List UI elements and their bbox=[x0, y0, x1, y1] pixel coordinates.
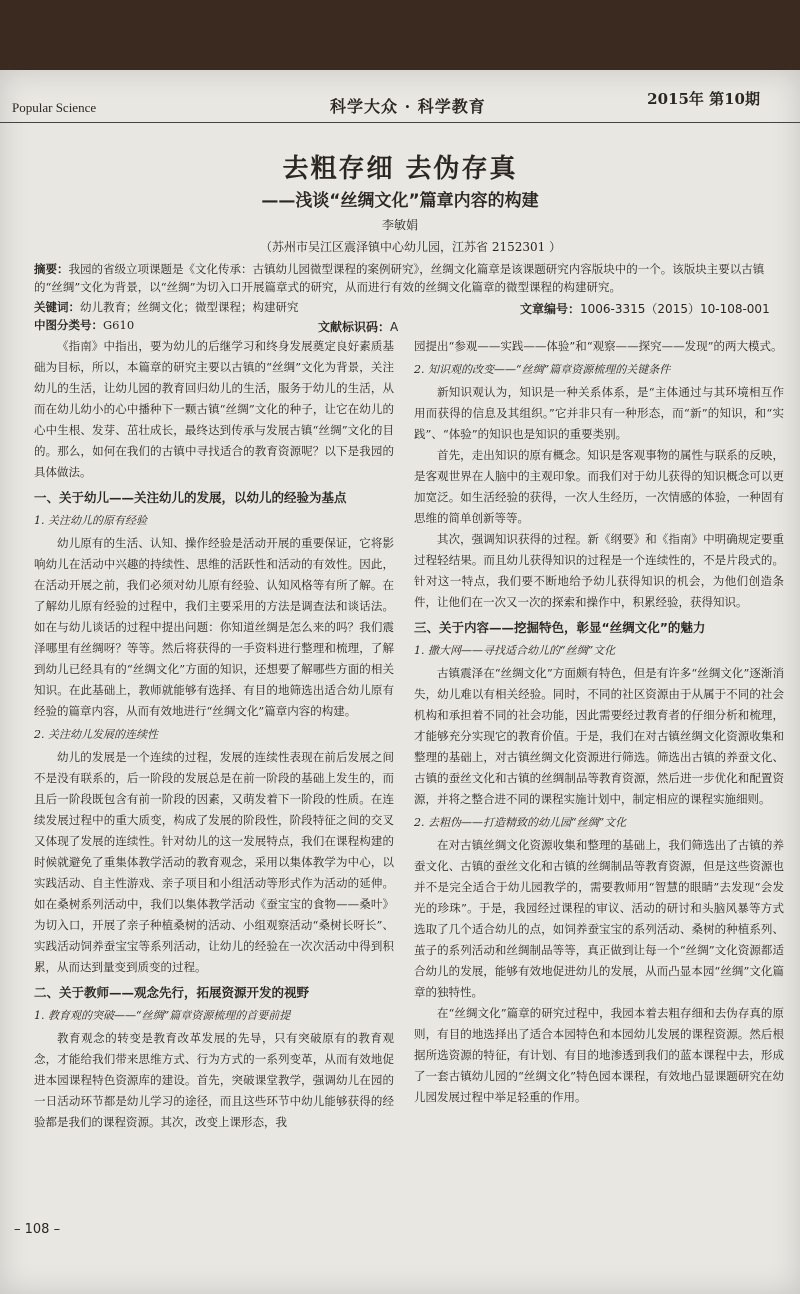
clc-label: 中图分类号： bbox=[34, 318, 103, 332]
section-heading: 二、关于教师——观念先行，拓展资源开发的视野 bbox=[34, 985, 310, 1000]
subsection-heading: 2. 知识观的改变——“丝绸”篇章资源梳理的关键条件 bbox=[414, 363, 671, 376]
paragraph: 在“丝绸文化”篇章的研究过程中，我园本着去粗存细和去伪存真的原则，有目的地选择出了适合本园特色和本园幼儿发展的课程资源。然后根据所选资源的特征，有计划、有目的地渗透到我们的蓝本课程中去，形成了一套古镇幼儿园的“丝绸文化”特色园本课程，有效地凸显课题研究在幼儿园发展过程中举足轻重的作用。 bbox=[414, 1006, 784, 1104]
paragraph: 新知识观认为，知识是一种关系体系，是“主体通过与其环境相互作用而获得的信息及其组织。”它并非只有一种形态，而“新”的知识，和“实践”、“体验”的知识也是知识的重要类别。 bbox=[414, 385, 784, 441]
paragraph: 首先，走出知识的原有概念。知识是客观事物的属性与联系的反映，是客观世界在人脑中的主观印象。而我们对于幼儿获得的知识概念可以更加宽泛。如生活经验的获得，一次人生经历，一次情感的体验，一种固有思维的简单创新等等。 bbox=[414, 448, 784, 525]
section-heading: 一、关于幼儿——关注幼儿的发展，以幼儿的经验为基点 bbox=[34, 490, 347, 505]
clc-value: G610 bbox=[103, 318, 135, 332]
paragraph: 幼儿的发展是一个连续的过程，发展的连续性表现在前后发展之间不是没有联系的，后一阶段的发展总是在前一阶段的基础上发生的，而且后一阶段既包含有前一阶段的因素，又萌发着下一阶段的性质。在连续发展过程中的重大质变，构成了发展的阶段性，阶段特征之间的交叉又体现了发展的连续性。针对幼儿的这一发展特点，我们在课程构建的时候就避免了重集体教学活动的教育观念，采用以集体教学为中心，以实践活动、自主性游戏、亲子项目和小组活动等形式作为活动的延伸。如在桑树系列活动中，我们以集体教学活动《蚕宝宝的食物——桑叶》为切入口，开展了亲子种植桑树的活动、小组观察活动“桑树长呀长”、实践活动饲养蚕宝宝等系列活动，让幼儿的经验在一次次活动中得到积累，从而达到量变到质变的过程。 bbox=[34, 750, 394, 974]
author: 李敏娟 bbox=[381, 218, 418, 232]
subsection-heading: 2. 去粗伪——打造精致的幼儿园“丝绸”文化 bbox=[414, 816, 627, 829]
paragraph: 教育观念的转变是教育改革发展的先导，只有突破原有的教育观念，才能给我们带来思维方式、行为方式的一系列变革，从而有效地促进本园课程特色资源库的建设。首先，突破课堂教学，强调幼儿在园的一日活动环节都是幼儿学习的途径，而且这些环节中幼儿能够获得的经验都是我们的课程资源。其次，改变上课形态，我 bbox=[34, 1031, 394, 1129]
doc-id-value: A bbox=[390, 320, 399, 334]
abstract bbox=[34, 260, 779, 296]
running-header bbox=[0, 92, 800, 123]
paragraph: 古镇震泽在“丝绸文化”方面颇有特色，但是有许多“丝绸文化”逐渐消失，幼儿难以有相关经验。同时，不同的社区资源由于从属于不同的社会机构和承担着不同的社会功能，因此需要经过教育者的仔细分析和梳理，才能够充分实现它的教育价值。于是，我们在对古镇丝绸文化资源收集和整理的基础上，对古镇丝绸文化资源进行筛选。筛选出古镇的养蚕文化、古镇的蚕丝文化和古镇的丝绸制品等教育资源，然后进一步优化和配置资源，并将之整合进不同的课程实施计划中，制定相应的课程实施细则。 bbox=[414, 666, 784, 806]
section-heading: 三、关于内容——挖掘特色，彰显“丝绸文化”的魅力 bbox=[414, 620, 706, 635]
journal-page bbox=[0, 70, 800, 1294]
abstract-text: 我园的省级立项课题是《文化传承：古镇幼儿园微型课程的案例研究》，丝绸文化篇章是该课题研究内容版块中的一个。该版块主要以古镇的“丝绸”文化为背景，以“丝绸”为切入口开展篇章式的研究，从而进行有效的丝绸文化篇章的微型课程的构建研究。 bbox=[34, 262, 765, 294]
keywords-label: 关键词： bbox=[34, 300, 80, 314]
paragraph: 《指南》中指出，要为幼儿的后继学习和终身发展奠定良好素质基础为目标，所以，本篇章的研究主要以古镇的“丝绸”文化为背景，关注幼儿的生活，让幼儿园的教育回归幼儿的生活，服务于幼儿的生活，从而在幼儿幼小的心中播种下一颗古镇“丝绸”文化的种子，让它在幼儿的心中生根、发芽、茁壮成长，最终达到传承与发展古镇“丝绸”文化的目的。那么，如何在我们的古镇中寻找适合的教育资源呢？以下是我园的具体做法。 bbox=[34, 339, 394, 479]
clc-number bbox=[34, 316, 134, 334]
subsection-heading: 1. 教育观的突破——“丝绸”篇章资源梳理的首要前提 bbox=[34, 1009, 291, 1022]
keywords-text: 幼儿教育；丝绸文化；微型课程；构建研究 bbox=[80, 300, 299, 314]
subsection-heading: 1. 撒大网——寻找适合幼儿的“丝绸”文化 bbox=[414, 644, 616, 657]
paragraph: 幼儿原有的生活、认知、操作经验是活动开展的重要保证，它将影响幼儿在活动中兴趣的持续性、思维的活跃性和活动的有效性。因此，在活动开展之前，我们必须对幼儿原有经验、认知风格等有所了解。在了解幼儿原有经验的过程中，我们主要采用的方法是调查法和谈话法。如在与幼儿谈话的过程中提出问题：你知道丝绸是怎么来的吗？我们震泽哪里有丝绸呀？等等。然后将获得的一手资料进行整理和梳理，了解到幼儿已经具有的“丝绸文化”方面的知识，还想要了解哪些方面的相关知识。在此基础上，教师就能够有选择、有目的地筛选出适合幼儿原有经验的篇章内容，从而有效地进行“丝绸文化”篇章内容的构建。 bbox=[34, 536, 394, 718]
abstract-label: 摘要： bbox=[34, 262, 69, 276]
article-number bbox=[520, 300, 770, 317]
journal-name-en: Popular Science bbox=[12, 100, 97, 115]
page-number: – 108 – bbox=[14, 1222, 61, 1237]
left-column bbox=[34, 336, 394, 1133]
paragraph: 在对古镇丝绸文化资源收集和整理的基础上，我们筛选出了古镇的养蚕文化、古镇的蚕丝文化和古镇的丝绸制品等教育资源，但是这些资源也并不是完全适合于幼儿园教学的，需要教师用“智慧的眼睛”去发现“会发光的珍珠”。于是，我园经过课程的审议、活动的研讨和头脑风暴等方式选取了几个适合幼儿的点，如饲养蚕宝宝的系列活动、桑树的种植系列、茧子的系列活动和丝绸制品等等，真正做到让每一个“丝绸”文化资源都适合幼儿的发展，能够有效地促进幼儿的发展，从而凸显本园“丝绸”文化篇章的独特性。 bbox=[414, 838, 784, 999]
article-number-label: 文章编号： bbox=[520, 302, 581, 316]
keywords bbox=[34, 298, 299, 316]
affiliation: （苏州市吴江区震泽镇中心幼儿园，江苏省 2152301 ） bbox=[260, 240, 562, 254]
subsection-heading: 2. 关注幼儿发展的连续性 bbox=[34, 728, 158, 741]
journal-name-cn: 科学大众 · 科学教育 bbox=[330, 97, 486, 116]
paragraph: 园提出“参观——实践——体验”和“观察——探究——发现”的两大模式。 bbox=[414, 339, 783, 353]
article-number-value: 1006-3315（2015）10-108-001 bbox=[580, 302, 770, 316]
paragraph: 其次，强调知识获得的过程。新《纲要》和《指南》中明确规定要重过程轻结果。而且幼儿获得知识的过程是一个连续性的，不是片段式的。针对这一特点，我们要不断地给予幼儿获得知识的机会，为他们创造条件，让他们在一次又一次的探索和操作中，积累经验，获得知识。 bbox=[414, 532, 784, 609]
article-title: 去粗存细 去伪存真 bbox=[282, 154, 518, 184]
issue-label: 2015年 第10期 bbox=[647, 90, 760, 108]
right-column bbox=[414, 336, 784, 1108]
doc-id bbox=[318, 318, 398, 335]
article-subtitle: ——浅谈“丝绸文化”篇章内容的构建 bbox=[261, 191, 539, 211]
subsection-heading: 1. 关注幼儿的原有经验 bbox=[34, 514, 147, 527]
doc-id-label: 文献标识码： bbox=[318, 320, 391, 334]
